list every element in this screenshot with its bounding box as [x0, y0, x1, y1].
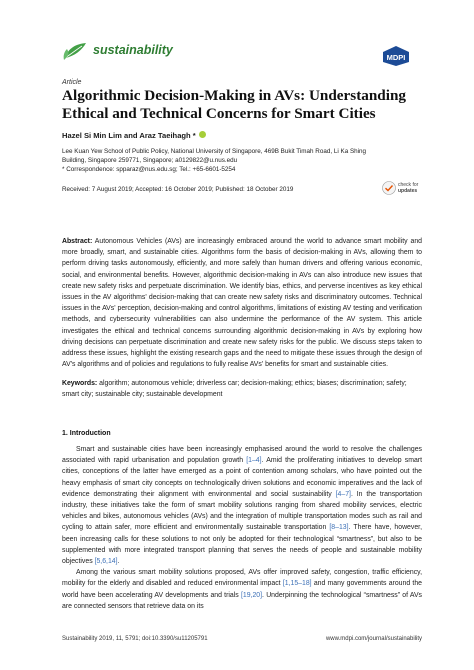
text-run: . In the transportation industry, these initiatives take the form of smart mobility solutions ranging from shared mobility services, electric vehicles and bikes, autonomous vehicles (AVs) and the integration of multiple transportation modes such as rail and cycling to attain safer, more efficient and environmentally sustainable transportation	[62, 490, 422, 532]
abstract-label: Abstract:	[62, 238, 93, 245]
text-run: . There have, however, been increasing calls for these solutions to not only be adopted for their technological “smartness”, but also to be supplemented with more integrated transport planning that serves the needs of people and sustainable mobility objectives	[62, 524, 422, 566]
paragraph-2	[62, 567, 422, 612]
text-run: Smart and sustainable cities have been increasingly emphasised around the world to resolve the challenges associated with rapid urbanisation and population growth	[62, 446, 422, 465]
article-title: Algorithmic Decision-Making in AVs: Understanding Ethical and Technical Concerns for Smart Cities	[62, 87, 407, 122]
text-run: .	[117, 558, 120, 566]
correspondence: * Correspondence: spparaz@nus.edu.sg; Tel.: +65-6601-5254	[62, 166, 236, 173]
keywords-text: algorithm; autonomous vehicle; driverless car; decision-making; ethics; biases; discrimination; safety; smart city; sustainable city; sustainable development	[62, 380, 407, 399]
affiliation-line-2: Building, Singapore 259771, Singapore; a0129822@u.nus.edu	[62, 157, 238, 164]
check-for-updates-icon[interactable]	[382, 181, 396, 195]
check-updates-line-2: updates	[398, 188, 418, 194]
citation-link[interactable]: [1,15–18]	[282, 580, 312, 588]
footer-url[interactable]: www.mdpi.com/journal/sustainability	[325, 636, 422, 642]
journal-logo-icon	[62, 40, 88, 62]
check-updates-line-1: check for	[398, 182, 419, 188]
text-run: . Underpinning the technological “smartness” of AVs are connected sensors that retrieve data on its	[62, 591, 422, 610]
publisher-logo	[381, 45, 411, 67]
citation-link[interactable]: [5,6,14]	[94, 558, 118, 566]
citation-link[interactable]: [8–13]	[329, 524, 349, 532]
footer-citation: Sustainability 2019, 11, 5791; doi:10.3390/su11205791	[62, 636, 208, 642]
citation-link[interactable]: [1–4]	[246, 457, 262, 465]
check-for-updates-label[interactable]	[398, 182, 418, 194]
abstract-text: Autonomous Vehicles (AVs) are increasingly embraced around the world to advance smart mobility and more broadly, smart, and sustainable cities. Algorithms form the basis of decision-making in AVs, allowing them to perform driving tasks autonomously, efficiently, and more safely than human drivers and offering various economic, social, and environmental benefits. However, algorithmic decision-making in AVs can also introduce new issues that create new safety risks and perpetuate discrimination. We identify bias, ethics, and perverse incentives as key ethical issues in the AV algorithms' decision-making that can create new safety risks and discriminatory outcomes. Technical issues in the AVs' perception, decision-making and control algorithms, limitations of existing AV testing and verification methods, and cybersecurity vulnerabilities can also undermine the performance of the AV system. This article investigates the ethical and technical concerns surrounding algorithmic decision-making in AVs by exploring how driving decisions can perpetuate discrimination and create new safety risks for the public. We discuss steps taken to address these issues, highlight the existing research gaps and the need to mitigate these issues through the design of AV's algorithms and of policies and regulations to fully realise AVs' benefits for smart and sustainable cities.	[62, 238, 422, 369]
affiliation	[62, 147, 407, 174]
publisher-name: MDPI	[386, 53, 406, 62]
text-run: and many governments around the world have been accelerating AV developments and trials	[62, 580, 422, 599]
affiliation-line-1: Lee Kuan Yew School of Public Policy, National University of Singapore, 469B Bukit Timah Road, Li Ka Shing	[62, 148, 367, 155]
paragraph-1	[62, 444, 422, 567]
author-list	[62, 131, 206, 140]
journal-name: sustainability	[93, 43, 173, 57]
citation-link[interactable]: [4–7]	[335, 490, 351, 498]
abstract	[62, 236, 422, 370]
text-run: . Amid the proliferating initiatives to develop smart cities, conceptions of the latter have emerged as a point of contention among scholars, who have pointed out the heavy emphasis of smart city concepts on technologically driven solutions and economic imperatives and the lack of evidence demonstrating their alignment with environmental and social sustainability	[62, 457, 422, 498]
publication-dates: Received: 7 August 2019; Accepted: 16 October 2019; Published: 18 October 2019	[62, 186, 294, 193]
introduction-body	[62, 444, 422, 612]
section-heading: 1. Introduction	[62, 430, 111, 437]
orcid-icon[interactable]	[199, 131, 206, 138]
author-names: Hazel Si Min Lim and Araz Taeihagh *	[62, 131, 196, 140]
citation-link[interactable]: [19,20]	[240, 591, 263, 599]
keywords-label: Keywords:	[62, 380, 98, 387]
keywords	[62, 378, 422, 400]
text-run: Among the various smart mobility solutions proposed, AVs offer improved safety, congestion, traffic efficiency, mobility for the elderly and disabled and reduced environmental impact	[62, 569, 422, 588]
article-type: Article	[62, 79, 82, 86]
